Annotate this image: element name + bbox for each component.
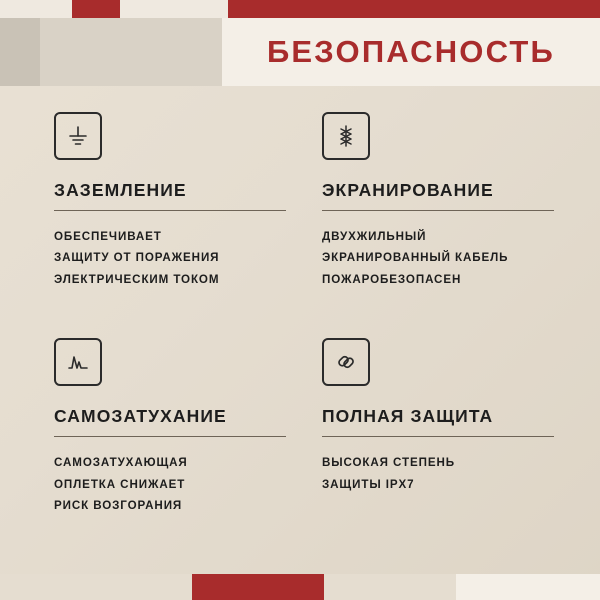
top-left-light-block-2	[120, 0, 228, 18]
feature-card-line: ЗАЩИТЫ IPX7	[322, 477, 415, 491]
feature-card-body	[322, 452, 554, 495]
feature-card-line: ОБЕСПЕЧИВАЕТ	[54, 230, 162, 243]
feature-card-title: САМОЗАТУХАНИЕ	[54, 406, 286, 437]
feature-card-line: ВЫСОКАЯ СТЕПЕНЬ	[322, 456, 455, 470]
bottom-red-block	[192, 574, 324, 600]
feature-card-line: ЗАЩИТУ ОТ ПОРАЖЕНИЯ	[54, 251, 220, 265]
header-grey-block	[0, 18, 40, 86]
feature-card-line: ДВУХЖИЛЬНЫЙ	[322, 230, 427, 243]
grounding-icon	[54, 112, 102, 160]
feature-card-title: ПОЛНАЯ ЗАЩИТА	[322, 406, 554, 437]
feature-card-line: САМОЗАТУХАЮЩАЯ	[54, 456, 188, 470]
feature-card-body	[54, 452, 286, 516]
page-title: БЕЗОПАСНОСТЬ	[266, 34, 556, 69]
feature-card-line: ЭКРАНИРОВАННЫЙ КАБЕЛЬ	[322, 251, 509, 265]
feature-card-title: ЭКРАНИРОВАНИЕ	[322, 180, 554, 211]
bottom-light-block	[456, 574, 600, 600]
shielding-icon	[322, 112, 370, 160]
top-red-strip	[0, 0, 600, 18]
feature-card-grounding	[54, 112, 286, 290]
feature-card-full-protection	[322, 338, 554, 516]
feature-card-self-extinguishing	[54, 338, 286, 516]
feature-card-line: ПОЖАРОБЕЗОПАСЕН	[322, 272, 462, 286]
self-extinguishing-icon	[54, 338, 102, 386]
feature-card-body	[322, 226, 554, 290]
feature-card-line: РИСК ВОЗГОРАНИЯ	[54, 499, 183, 513]
feature-card-body	[54, 226, 286, 290]
top-left-light-block	[0, 0, 72, 18]
feature-card-line: ЭЛЕКТРИЧЕСКИМ ТОКОМ	[54, 272, 220, 286]
full-protection-icon	[322, 338, 370, 386]
header-grey-block-2	[40, 18, 222, 86]
feature-card-line: ОПЛЕТКА СНИЖАЕТ	[54, 477, 186, 491]
feature-card-title: ЗАЗЕМЛЕНИЕ	[54, 180, 286, 211]
feature-card-shielding	[322, 112, 554, 290]
features-grid	[54, 112, 554, 517]
